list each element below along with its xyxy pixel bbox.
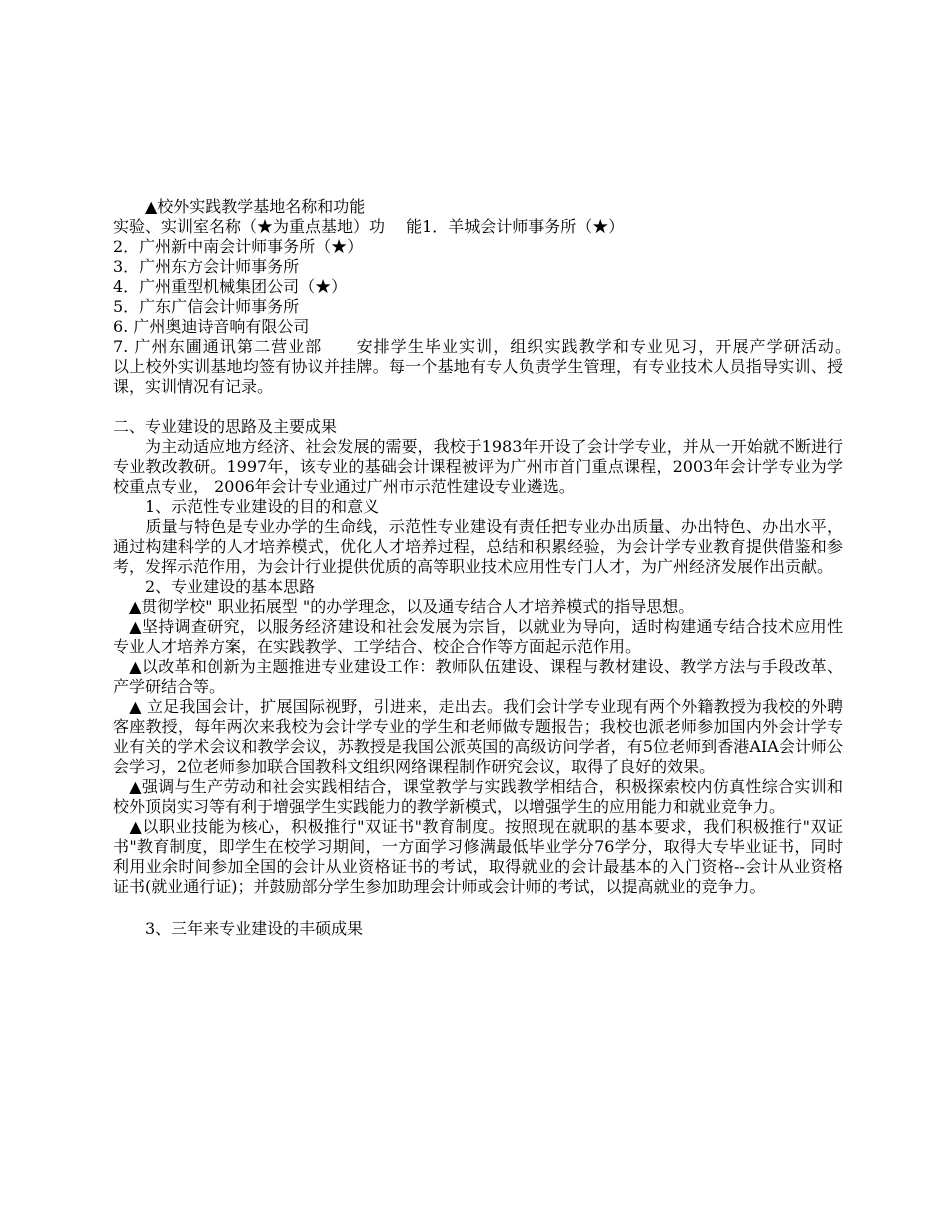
thought-point: ▲以改革和创新为主题推进专业建设工作：教师队伍建设、课程与教材建设、教学方法与手段改革、产学研结合等。 bbox=[113, 657, 843, 696]
thought-point: ▲以职业技能为核心，积极推行"双证书"教育制度。按照现在就职的基本要求，我们积极推行"双证书"教育制度，即学生在校学习期间，一方面学习修满最低毕业学分76学分，取得大专毕业证书，同时利用业余时间参加全国的会计从业资格证书的考试，取得就业的会计最基本的入门资格--会计从业资格证书(就业通行证)；并鼓励部分学生参加助理会计师或会计师的考试，以提高就业的竞争力。 bbox=[113, 817, 843, 896]
base-list-item: 5．广东广信会计师事务所 bbox=[113, 297, 300, 316]
base-header: ▲校外实践教学基地名称和功能 bbox=[113, 197, 366, 216]
section-intro-paragraph: 为主动适应地方经济、社会发展的需要，我校于1983年开设了会计学专业，并从一开始就不断进行专业教改教研。1997年，该专业的基础会计课程被评为广州市首门重点课程，2003年会计学专业为学校重点专业， 2006年会计专业通过广州市示范性建设专业遴选。 bbox=[113, 437, 843, 496]
base-list-item: 4．广州重型机械集团公司（★） bbox=[113, 277, 348, 296]
subsection-title: 3、三年来专业建设的丰硕成果 bbox=[113, 919, 364, 938]
document-page bbox=[113, 197, 892, 939]
thought-point: ▲贯彻学校" 职业拓展型 "的办学理念，以及通专结合人才培养模式的指导思想。 bbox=[113, 597, 695, 616]
blank-line bbox=[113, 897, 843, 919]
thought-point: ▲坚持调查研究，以服务经济建设和社会发展为宗旨，以就业为导向，适时构建通专结合技术应用性专业人才培养方案，在实践教学、工学结合、校企合作等方面起示范作用。 bbox=[113, 617, 843, 656]
subsection-paragraph: 质量与特色是专业办学的生命线，示范性专业建设有责任把专业办出质量、办出特色、办出水平，通过构建科学的人才培养模式，优化人才培养过程，总结和积累经验，为会计学专业教育提供借鉴和参考，发挥示范作用，为会计行业提供优质的高等职业技术应用性专门人才，为广州经济发展作出贡献。 bbox=[113, 517, 843, 576]
thought-point: ▲ 立足我国会计，扩展国际视野，引进来，走出去。我们会计学专业现有两个外籍教授为我校的外聘客座教授，每年两次来我校为会计学专业的学生和老师做专题报告；我校也派老师参加国内外会计学专业有关的学术会议和教学会议，苏教授是我国公派英国的高级访问学者，有5位老师到香港AIA会计师公会学习，2位老师参加联合国教科文组织网络课程制作研究会议，取得了良好的效果。 bbox=[113, 697, 843, 776]
base-list-item: 2．广州新中南会计师事务所（★） bbox=[113, 237, 364, 256]
subsection-title: 1、示范性专业建设的目的和意义 bbox=[113, 497, 380, 516]
base-list-last-item: 7. 广州东圃通讯第二营业部 安排学生毕业实训，组织实践教学和专业见习，开展产学研活动。 以上校外实训基地均签有协议并挂牌。每一个基地有专人负责学生管理，有专业技术人员指导实训、授课，实训情况有记录。 bbox=[113, 337, 892, 396]
base-list-item: 实验、实训室名称（★为重点基地）功 能1．羊城会计师事务所（★） bbox=[113, 217, 625, 236]
blank-line bbox=[113, 397, 843, 417]
base-list-item: 6. 广州奥迪诗音响有限公司 bbox=[113, 317, 310, 336]
section-title: 二、专业建设的思路及主要成果 bbox=[113, 417, 338, 436]
thought-point: ▲强调与生产劳动和社会实践相结合，课堂教学与实践教学相结合，积极探索校内仿真性综合实训和校外顶岗实习等有利于增强学生实践能力的教学新模式，以增强学生的应用能力和就业竞争力。 bbox=[113, 777, 843, 816]
base-list-item: 3．广州东方会计师事务所 bbox=[113, 257, 300, 276]
subsection-title: 2、专业建设的基本思路 bbox=[113, 577, 316, 596]
